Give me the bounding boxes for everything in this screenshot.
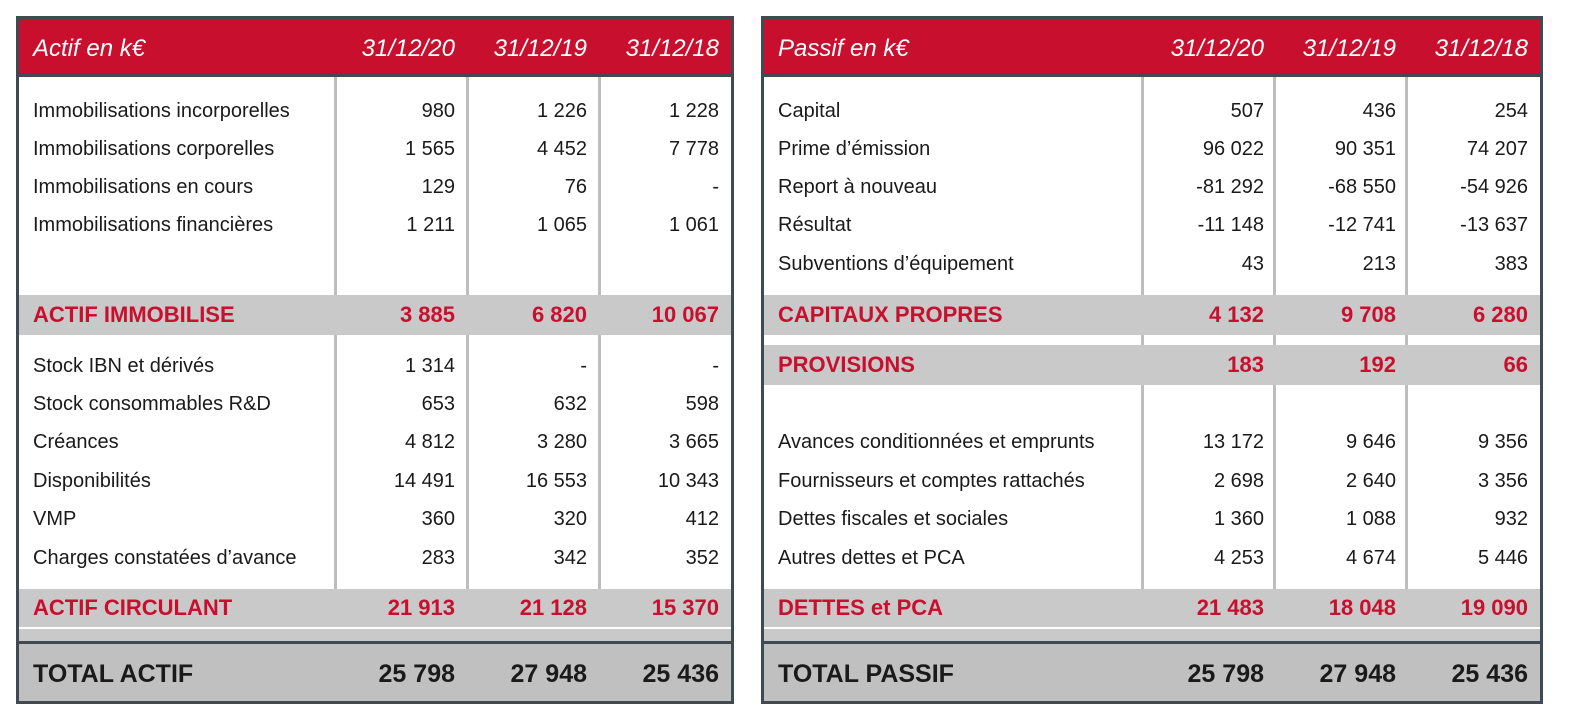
value-2020: 4 812 bbox=[404, 431, 455, 453]
row-label: Charges constatées d’avance bbox=[33, 547, 297, 569]
col-separator bbox=[1141, 335, 1144, 345]
row-label: Disponibilités bbox=[33, 470, 151, 492]
actif-header-col-2020: 31/12/20 bbox=[361, 35, 455, 62]
value-2020: 1 565 bbox=[404, 138, 455, 160]
value-2019: 320 bbox=[553, 508, 587, 530]
subtotal-row-actif-circulant bbox=[19, 589, 731, 641]
divider bbox=[19, 627, 731, 629]
subtotal-2019: 9 708 bbox=[1340, 302, 1396, 327]
row-label: VMP bbox=[33, 508, 77, 530]
subtotal-row-actif-immobilise bbox=[19, 295, 731, 335]
passif-header-title: Passif en k€ bbox=[778, 35, 909, 62]
value-2019: 2 640 bbox=[1345, 470, 1396, 492]
subtotal-2020: 21 483 bbox=[1196, 595, 1264, 620]
value-2018: 1 228 bbox=[668, 100, 719, 122]
value-2020: 43 bbox=[1241, 253, 1264, 275]
passif-table bbox=[761, 16, 1543, 704]
value-2020: 507 bbox=[1230, 100, 1264, 122]
value-2020: 360 bbox=[421, 508, 455, 530]
value-2018: 7 778 bbox=[668, 138, 719, 160]
actif-table bbox=[16, 16, 734, 704]
value-2019: 1 088 bbox=[1345, 508, 1396, 530]
value-2019: 4 452 bbox=[536, 138, 587, 160]
value-2018: -13 637 bbox=[1460, 214, 1528, 236]
row-label: Autres dettes et PCA bbox=[778, 547, 965, 569]
value-2018: 9 356 bbox=[1477, 431, 1528, 453]
value-2019: -12 741 bbox=[1328, 214, 1396, 236]
value-2018: 1 061 bbox=[668, 214, 719, 236]
value-2018: 352 bbox=[685, 547, 719, 569]
subtotal-row-capitaux-propres bbox=[764, 295, 1540, 335]
subtotal-label: ACTIF CIRCULANT bbox=[33, 595, 233, 620]
subtotal-2018: 15 370 bbox=[651, 595, 719, 620]
row-label: Immobilisations financières bbox=[33, 214, 274, 236]
subtotal-2020: 3 885 bbox=[399, 302, 455, 327]
total-2018: 25 436 bbox=[642, 660, 719, 688]
actif-header-title: Actif en k€ bbox=[33, 35, 146, 62]
col-separator bbox=[1405, 335, 1408, 345]
col-separator bbox=[1273, 77, 1276, 295]
total-label: TOTAL PASSIF bbox=[778, 660, 954, 688]
row-label: Stock consommables R&D bbox=[33, 393, 271, 415]
subtotal-2020: 183 bbox=[1227, 352, 1264, 377]
subtotal-2019: 21 128 bbox=[519, 595, 587, 620]
value-2020: -11 148 bbox=[1197, 214, 1264, 236]
total-2019: 27 948 bbox=[1319, 660, 1396, 688]
subtotal-label: PROVISIONS bbox=[778, 352, 915, 377]
value-2020: 129 bbox=[421, 176, 455, 198]
value-2019: -68 550 bbox=[1328, 176, 1396, 198]
actif-header-col-2019: 31/12/19 bbox=[493, 35, 587, 62]
value-2018: -54 926 bbox=[1460, 176, 1528, 198]
value-2019: 1 065 bbox=[536, 214, 587, 236]
value-2019: 213 bbox=[1362, 253, 1396, 275]
value-2020: 980 bbox=[421, 100, 455, 122]
value-2020: 283 bbox=[421, 547, 455, 569]
subtotal-2018: 19 090 bbox=[1460, 595, 1528, 620]
value-2018: 254 bbox=[1494, 100, 1528, 122]
value-2019: 342 bbox=[553, 547, 587, 569]
subtotal-2019: 192 bbox=[1359, 352, 1396, 377]
value-2019: 436 bbox=[1362, 100, 1396, 122]
value-2020: 2 698 bbox=[1213, 470, 1264, 492]
value-2019: 4 674 bbox=[1345, 547, 1396, 569]
value-2019: 632 bbox=[553, 393, 587, 415]
subtotal-label: CAPITAUX PROPRES bbox=[778, 302, 1003, 327]
col-separator bbox=[466, 77, 469, 295]
row-label: Report à nouveau bbox=[778, 176, 938, 198]
value-2018: 10 343 bbox=[657, 470, 719, 492]
col-separator bbox=[598, 77, 601, 295]
total-2018: 25 436 bbox=[1451, 660, 1528, 688]
value-2020: 1 314 bbox=[404, 355, 455, 377]
value-2018: 3 356 bbox=[1477, 470, 1528, 492]
total-label: TOTAL ACTIF bbox=[33, 660, 194, 688]
col-separator bbox=[1273, 385, 1276, 589]
total-row-passif bbox=[764, 641, 1540, 704]
row-label: Résultat bbox=[778, 214, 852, 236]
subtotal-label: ACTIF IMMOBILISE bbox=[33, 302, 235, 327]
passif-header-col-2020: 31/12/20 bbox=[1170, 35, 1264, 62]
value-2019: 9 646 bbox=[1345, 431, 1396, 453]
value-2018: 74 207 bbox=[1466, 138, 1528, 160]
value-2020: 653 bbox=[421, 393, 455, 415]
row-label: Fournisseurs et comptes rattachés bbox=[778, 470, 1085, 492]
value-2018: 598 bbox=[685, 393, 719, 415]
actif-header-row bbox=[19, 19, 731, 77]
value-2019: 90 351 bbox=[1334, 138, 1396, 160]
value-2020: 96 022 bbox=[1202, 138, 1264, 160]
subtotal-2020: 21 913 bbox=[387, 595, 455, 620]
value-2019: - bbox=[580, 355, 587, 377]
value-2020: 4 253 bbox=[1213, 547, 1264, 569]
col-separator bbox=[466, 335, 469, 589]
value-2018: 412 bbox=[685, 508, 719, 530]
passif-header-row bbox=[764, 19, 1540, 77]
value-2019: 76 bbox=[564, 176, 587, 198]
value-2020: 1 360 bbox=[1213, 508, 1264, 530]
subtotal-2018: 66 bbox=[1503, 352, 1528, 377]
row-label: Stock IBN et dérivés bbox=[33, 355, 215, 377]
row-label: Créances bbox=[33, 431, 119, 453]
col-separator bbox=[1141, 385, 1144, 589]
row-label: Subventions d’équipement bbox=[778, 253, 1014, 275]
value-2019: 1 226 bbox=[536, 100, 587, 122]
value-2018: - bbox=[712, 176, 719, 198]
value-2020: -81 292 bbox=[1196, 176, 1264, 198]
passif-header-col-2019: 31/12/19 bbox=[1302, 35, 1396, 62]
value-2020: 1 211 bbox=[406, 214, 455, 236]
total-2020: 25 798 bbox=[378, 660, 455, 688]
value-2018: 5 446 bbox=[1477, 547, 1528, 569]
subtotal-row-dettes bbox=[764, 589, 1540, 641]
total-2019: 27 948 bbox=[510, 660, 587, 688]
value-2018: - bbox=[712, 355, 719, 377]
total-row-actif bbox=[19, 641, 731, 704]
col-separator bbox=[1141, 77, 1144, 295]
col-separator bbox=[598, 335, 601, 589]
subtotal-label: DETTES et PCA bbox=[778, 595, 944, 620]
subtotal-2019: 18 048 bbox=[1328, 595, 1396, 620]
subtotal-2019: 6 820 bbox=[531, 302, 587, 327]
value-2018: 383 bbox=[1494, 253, 1528, 275]
row-label: Prime d’émission bbox=[778, 138, 931, 160]
value-2018: 3 665 bbox=[668, 431, 719, 453]
col-separator bbox=[1405, 385, 1408, 589]
col-separator bbox=[334, 335, 337, 589]
col-separator bbox=[1273, 335, 1276, 345]
value-2020: 14 491 bbox=[393, 470, 455, 492]
col-separator bbox=[1405, 77, 1408, 295]
passif-header-col-2018: 31/12/18 bbox=[1434, 35, 1528, 62]
row-label: Immobilisations incorporelles bbox=[33, 100, 290, 122]
value-2019: 16 553 bbox=[525, 470, 587, 492]
subtotal-2018: 10 067 bbox=[651, 302, 719, 327]
value-2020: 13 172 bbox=[1202, 431, 1264, 453]
row-label: Dettes fiscales et sociales bbox=[778, 508, 1009, 530]
value-2018: 932 bbox=[1494, 508, 1528, 530]
total-2020: 25 798 bbox=[1187, 660, 1264, 688]
row-label: Immobilisations en cours bbox=[33, 176, 254, 198]
row-label: Capital bbox=[778, 100, 841, 122]
row-label: Immobilisations corporelles bbox=[33, 138, 275, 160]
value-2019: 3 280 bbox=[536, 431, 587, 453]
subtotal-row-provisions bbox=[764, 345, 1540, 385]
actif-header-col-2018: 31/12/18 bbox=[625, 35, 719, 62]
subtotal-2018: 6 280 bbox=[1472, 302, 1528, 327]
col-separator bbox=[334, 77, 337, 295]
divider bbox=[764, 627, 1540, 629]
row-label: Avances conditionnées et emprunts bbox=[778, 431, 1095, 453]
subtotal-2020: 4 132 bbox=[1208, 302, 1264, 327]
